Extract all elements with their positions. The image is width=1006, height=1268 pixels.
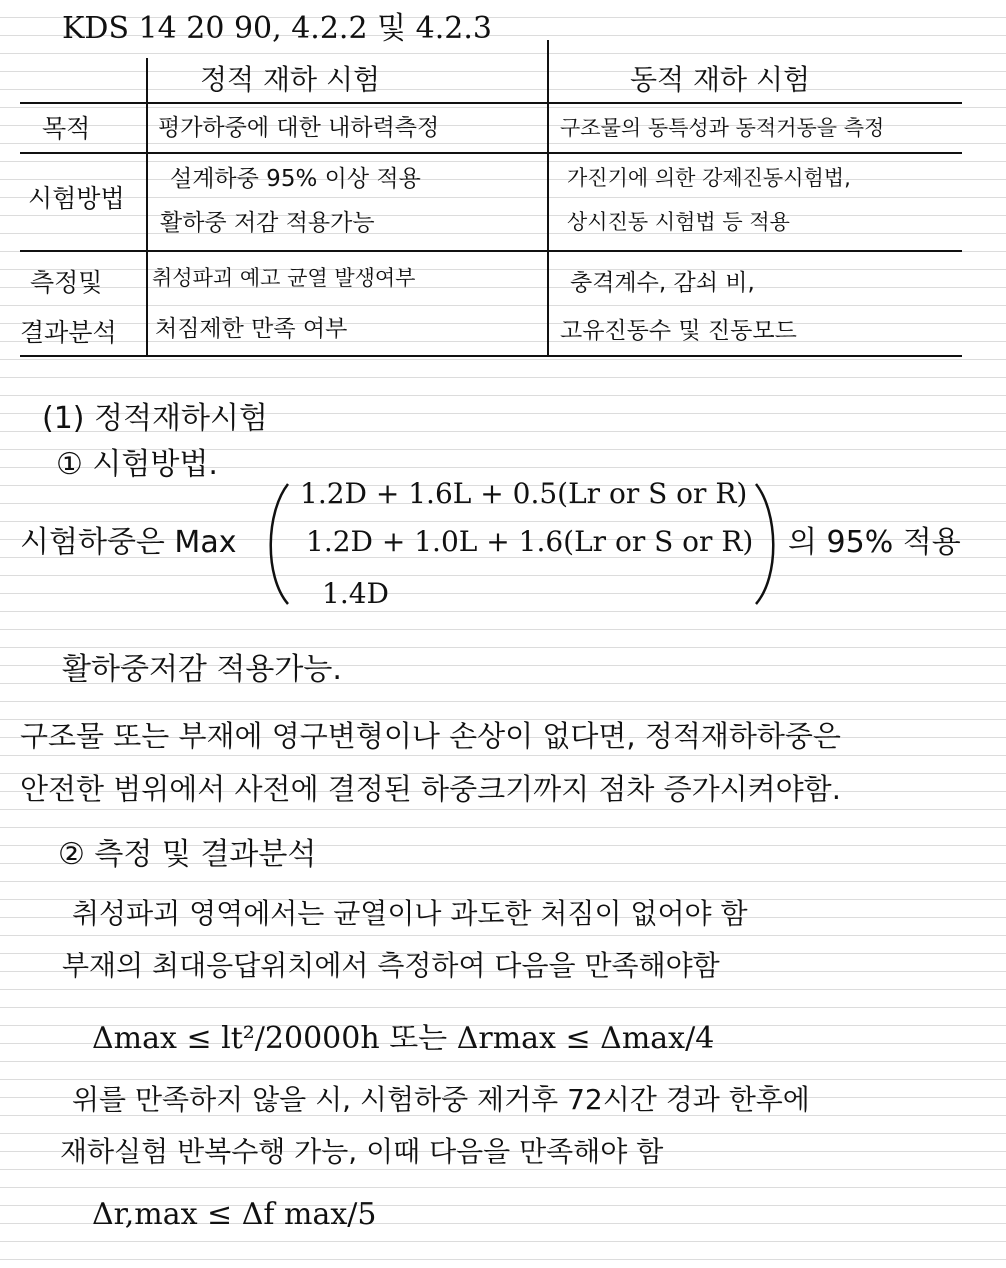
table-rule [146, 58, 148, 356]
table-rule [20, 152, 962, 154]
note-line: 활하중저감 적용가능. [62, 652, 342, 687]
table-cell: 충격계수, 감쇠 비, [570, 270, 755, 296]
subsection-heading: ② 측정 및 결과분석 [58, 837, 317, 872]
table-cell: 평가하중에 대한 내하력측정 [158, 115, 440, 141]
table-header-static: 정적 재하 시험 [200, 63, 381, 96]
left-paren-icon [262, 482, 292, 606]
load-term: 1.4D [322, 577, 389, 610]
section-heading: (1) 정적재하시험 [42, 401, 268, 436]
right-paren-icon [752, 482, 782, 606]
table-rule [20, 250, 962, 252]
table-rule [547, 40, 549, 356]
page-title: KDS 14 20 90, 4.2.2 및 4.2.3 [62, 11, 492, 46]
load-suffix: 의 95% 적용 [788, 525, 961, 560]
table-cell: 취성파괴 예고 균열 발생여부 [152, 266, 416, 290]
note-line: 위를 만족하지 않을 시, 시험하중 제거후 72시간 경과 한후에 [72, 1083, 810, 1116]
table-cell: 활하중 저감 적용가능 [160, 210, 375, 236]
formula: Δr,max ≤ Δf max/5 [92, 1197, 377, 1232]
note-line: 구조물 또는 부재에 영구변형이나 손상이 없다면, 정적재하하중은 [20, 719, 841, 753]
load-prefix: 시험하중은 Max [20, 525, 237, 560]
table-cell: 가진기에 의한 강제진동시험법, [567, 166, 851, 190]
table-cell: 상시진동 시험법 등 적용 [567, 210, 790, 234]
note-line: 안전한 범위에서 사전에 결정된 하중크기까지 점차 증가시켜야함. [20, 772, 841, 806]
table-header-dynamic: 동적 재하 시험 [630, 63, 811, 96]
table-rule [20, 355, 962, 357]
formula: Δmax ≤ lt²/20000h 또는 Δrmax ≤ Δmax/4 [92, 1021, 715, 1056]
load-term: 1.2D + 1.6L + 0.5(Lr or S or R) [300, 477, 748, 510]
note-line: 재하실험 반복수행 가능, 이때 다음을 만족해야 함 [60, 1135, 664, 1168]
row-label-method: 시험방법 [28, 184, 125, 213]
row-label-purpose: 목적 [42, 114, 91, 143]
subsection-heading: ① 시험방법. [56, 447, 218, 482]
row-label-measure: 측정및 [30, 268, 103, 297]
table-rule [20, 102, 962, 104]
load-term: 1.2D + 1.0L + 1.6(Lr or S or R) [306, 525, 754, 558]
table-cell: 설계하중 95% 이상 적용 [170, 166, 421, 192]
note-line: 부재의 최대응답위치에서 측정하여 다음을 만족해야함 [62, 949, 720, 982]
table-cell: 구조물의 동특성과 동적거동을 측정 [560, 116, 885, 140]
note-line: 취성파괴 영역에서는 균열이나 과도한 처짐이 없어야 함 [72, 897, 748, 930]
row-label-analysis: 결과분석 [20, 318, 117, 347]
table-cell: 고유진동수 및 진동모드 [560, 318, 797, 344]
table-cell: 처짐제한 만족 여부 [155, 316, 348, 342]
